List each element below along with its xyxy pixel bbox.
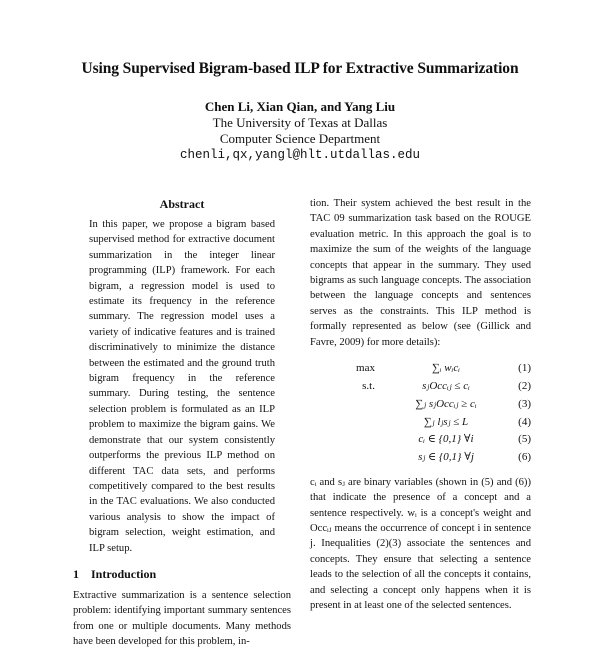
ilp-description-paragraph: tion. Their system achieved the best result in the TAC 09 summarization task based on the ROUGE evaluation metric. In this approach the goal is to maximize the sum of the weights of the language concepts that appear in the summary. They used bigrams as such language concepts. The association between the language concepts and sentences serves as the constraints. This ILP method is formally represented as below (see (Gillick and Favre, 2009) for more details):: [310, 198, 531, 348]
equation-number: (1): [518, 362, 531, 375]
equation-label: max: [356, 362, 375, 375]
equation-block: [310, 360, 531, 467]
abstract-heading: Abstract: [159, 197, 205, 211]
abstract-text: In this paper, we propose a bigram based supervised method for extractive document summarization in the integer linear programming (ILP) framework. For each bigram, a regression model is used to estimate its frequency in the reference summary. The regression model uses a variety of indicative features and is trained discriminatively to minimize the distance between the estimated and the ground truth bigram frequency in the reference summary. During testing, the sentence selection problem is formulated as an ILP problem to maximize the bigram gains. We demonstrate that our system consistently outperforms the previous ILP method on different TAC data sets, and performs competitively compared to the best results in the TAC evaluations. We also conducted various analysis to show the impact of bigram selection, weight estimation, and ILP setup.: [89, 219, 275, 554]
author-block: [0, 99, 600, 163]
equation-expression: cᵢ ∈ {0,1} ∀i: [418, 433, 474, 446]
left-column: [73, 196, 291, 650]
affiliation-university: The University of Texas at Dallas: [212, 115, 388, 130]
equation-label: s.t.: [362, 380, 375, 393]
section-title-text: Introduction: [91, 566, 157, 581]
equation-expression: ∑ⱼ sⱼOccᵢⱼ ≥ cᵢ: [415, 397, 477, 410]
variables-explanation-paragraph: cᵢ and sⱼ are binary variables (shown in (5) and (6)) that indicate the presence of a concept and a sentence respectively. wᵢ is a concept's weight and Occᵢⱼ means the occurrence of concept i in sentence j. Inequalities (2)(3) associate the sentences and concepts. They ensure that selecting a sentence leads to the selection of all the concepts it contains, and selecting a concept only happens when it is present in at least one of the selected sentences.: [310, 476, 531, 612]
equation-number: (2): [518, 380, 531, 393]
section-number: 1: [73, 566, 79, 581]
equation-row: [310, 378, 531, 396]
equation-row: [310, 413, 531, 431]
equation-row: [310, 449, 531, 467]
author-names: Chen Li, Xian Qian, and Yang Liu: [204, 99, 396, 114]
equation-number: (6): [518, 451, 531, 464]
equation-expression: ∑ⱼ lⱼsⱼ ≤ L: [423, 415, 469, 428]
equation-expression: ∑ᵢ wᵢcᵢ: [431, 362, 461, 375]
right-column: [310, 196, 531, 614]
author-email: chenli,qx,yangl@hlt.utdallas.edu: [179, 148, 421, 162]
equation-row: [310, 431, 531, 449]
equation-expression: sⱼ ∈ {0,1} ∀j: [418, 451, 474, 464]
equation-row: [310, 360, 531, 378]
introduction-text: Extractive summarization is a sentence selection problem: identifying important summary sentences from one or multiple documents. Many methods have been developed for this problem, in-: [73, 589, 291, 648]
section-heading-introduction: [73, 566, 291, 582]
equation-row: [310, 396, 531, 414]
paper-title: Using Supervised Bigram-based ILP for Extractive Summarization: [81, 60, 519, 77]
equation-expression: sⱼOccᵢⱼ ≤ cᵢ: [422, 380, 470, 393]
equation-number: (5): [518, 433, 531, 446]
affiliation-department: Computer Science Department: [219, 131, 381, 146]
equation-number: (3): [518, 397, 531, 410]
equation-number: (4): [518, 415, 531, 428]
